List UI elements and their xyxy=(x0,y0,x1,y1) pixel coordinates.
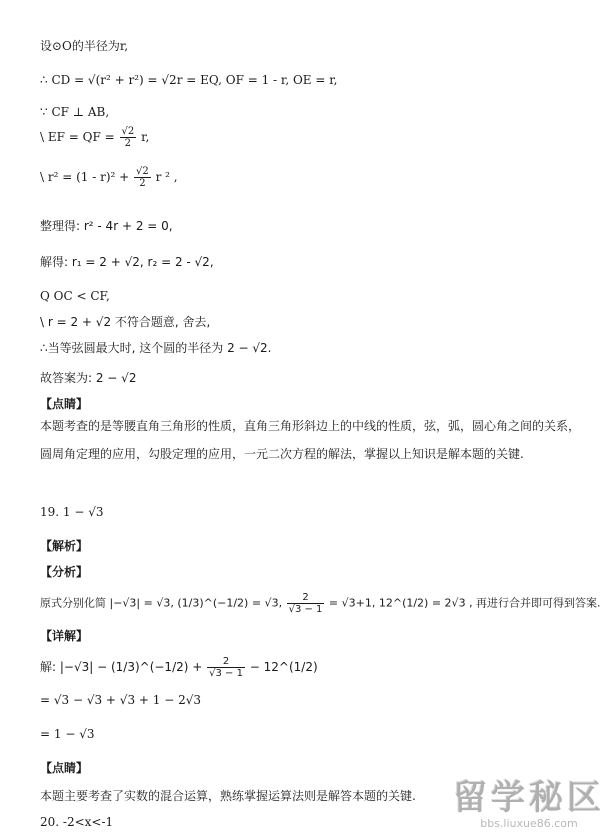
equation-line xyxy=(40,126,149,149)
fraction-denominator: √3 − 1 xyxy=(288,604,323,615)
solution-suffix: − 12^(1/2) xyxy=(249,660,318,674)
fraction-denominator: 2 xyxy=(139,178,146,189)
fraction-denominator: 2 xyxy=(124,138,132,149)
paragraph: 本题主要考查了实数的混合运算，熟练掌握运算法则是解答本题的关键. xyxy=(40,789,416,803)
fraction-numerator: 2 xyxy=(287,592,325,604)
section-heading: 【解析】 xyxy=(40,539,89,553)
equation-suffix: r ² , xyxy=(155,170,178,184)
equation-prefix: \ r² = (1 - r)² + xyxy=(40,170,130,184)
fraction xyxy=(207,656,245,679)
equation-line: ∴ CD = √(r² + r²) = √2r = EQ, OF = 1 - r, OE = r, xyxy=(40,73,338,87)
paragraph: 本题考查的是等腰直角三角形的性质，直角三角形斜边上的中线的性质，弦，弧，圆心角之间的关系，圆周角定理的应用，勾股定理的应用，一元二次方程的解法，掌握以上知识是解本题的关键. xyxy=(40,419,581,461)
text-line: ∴当等弦圆最大时, 这个圆的半径为 2 − √2. xyxy=(40,341,272,355)
equation-line: Q OC < CF, xyxy=(40,289,110,303)
section-heading: 【分析】 xyxy=(40,565,89,579)
text-line: 设⊙O的半径为r, xyxy=(40,39,129,53)
fraction xyxy=(287,592,325,615)
equation-line: ∵ CF ⊥ AB, xyxy=(40,105,110,119)
fraction xyxy=(134,166,151,189)
equation-line: = 1 − √3 xyxy=(40,727,95,741)
text-line: 解得: r₁ = 2 + √2, r₂ = 2 - √2, xyxy=(40,255,214,269)
equation-prefix: \ EF = QF = xyxy=(40,130,115,144)
question-number: 19. 1 − √3 xyxy=(40,505,104,519)
solution-line xyxy=(40,656,318,679)
text-line: 整理得: r² - 4r + 2 = 0, xyxy=(40,219,173,233)
fraction-numerator: √2 xyxy=(121,126,135,137)
watermark xyxy=(453,779,605,831)
fraction-denominator: √3 − 1 xyxy=(209,668,243,679)
analysis-suffix: = √3+1, 12^(1/2) = 2√3 , 再进行合并即可得到答案. xyxy=(328,596,601,610)
question-number: 20. -2<x<-1 xyxy=(40,815,114,829)
fraction-numerator: 2 xyxy=(207,656,245,668)
text-line: \ r = 2 + √2 不符合题意, 舍去, xyxy=(40,315,211,329)
fraction-numerator: √2 xyxy=(136,166,149,177)
fraction xyxy=(120,126,137,149)
section-heading: 【详解】 xyxy=(40,629,89,643)
watermark-title: 留学秘区 xyxy=(453,778,605,818)
equation-suffix: r, xyxy=(141,130,150,144)
analysis-prefix: 原式分别化简 |−√3| = √3, (1/3)^(−1/2) = √3, xyxy=(40,596,283,610)
watermark-url: bbs.liuxue86.com xyxy=(480,817,578,830)
text-line: 故答案为: 2 − √2 xyxy=(40,371,137,385)
equation-line: = √3 − √3 + √3 + 1 − 2√3 xyxy=(40,693,201,707)
equation-line xyxy=(40,166,178,189)
analysis-line xyxy=(40,592,601,615)
section-heading: 【点睛】 xyxy=(40,397,89,411)
section-heading: 【点睛】 xyxy=(40,761,89,775)
solution-prefix: 解: |−√3| − (1/3)^(−1/2) + xyxy=(40,660,203,674)
